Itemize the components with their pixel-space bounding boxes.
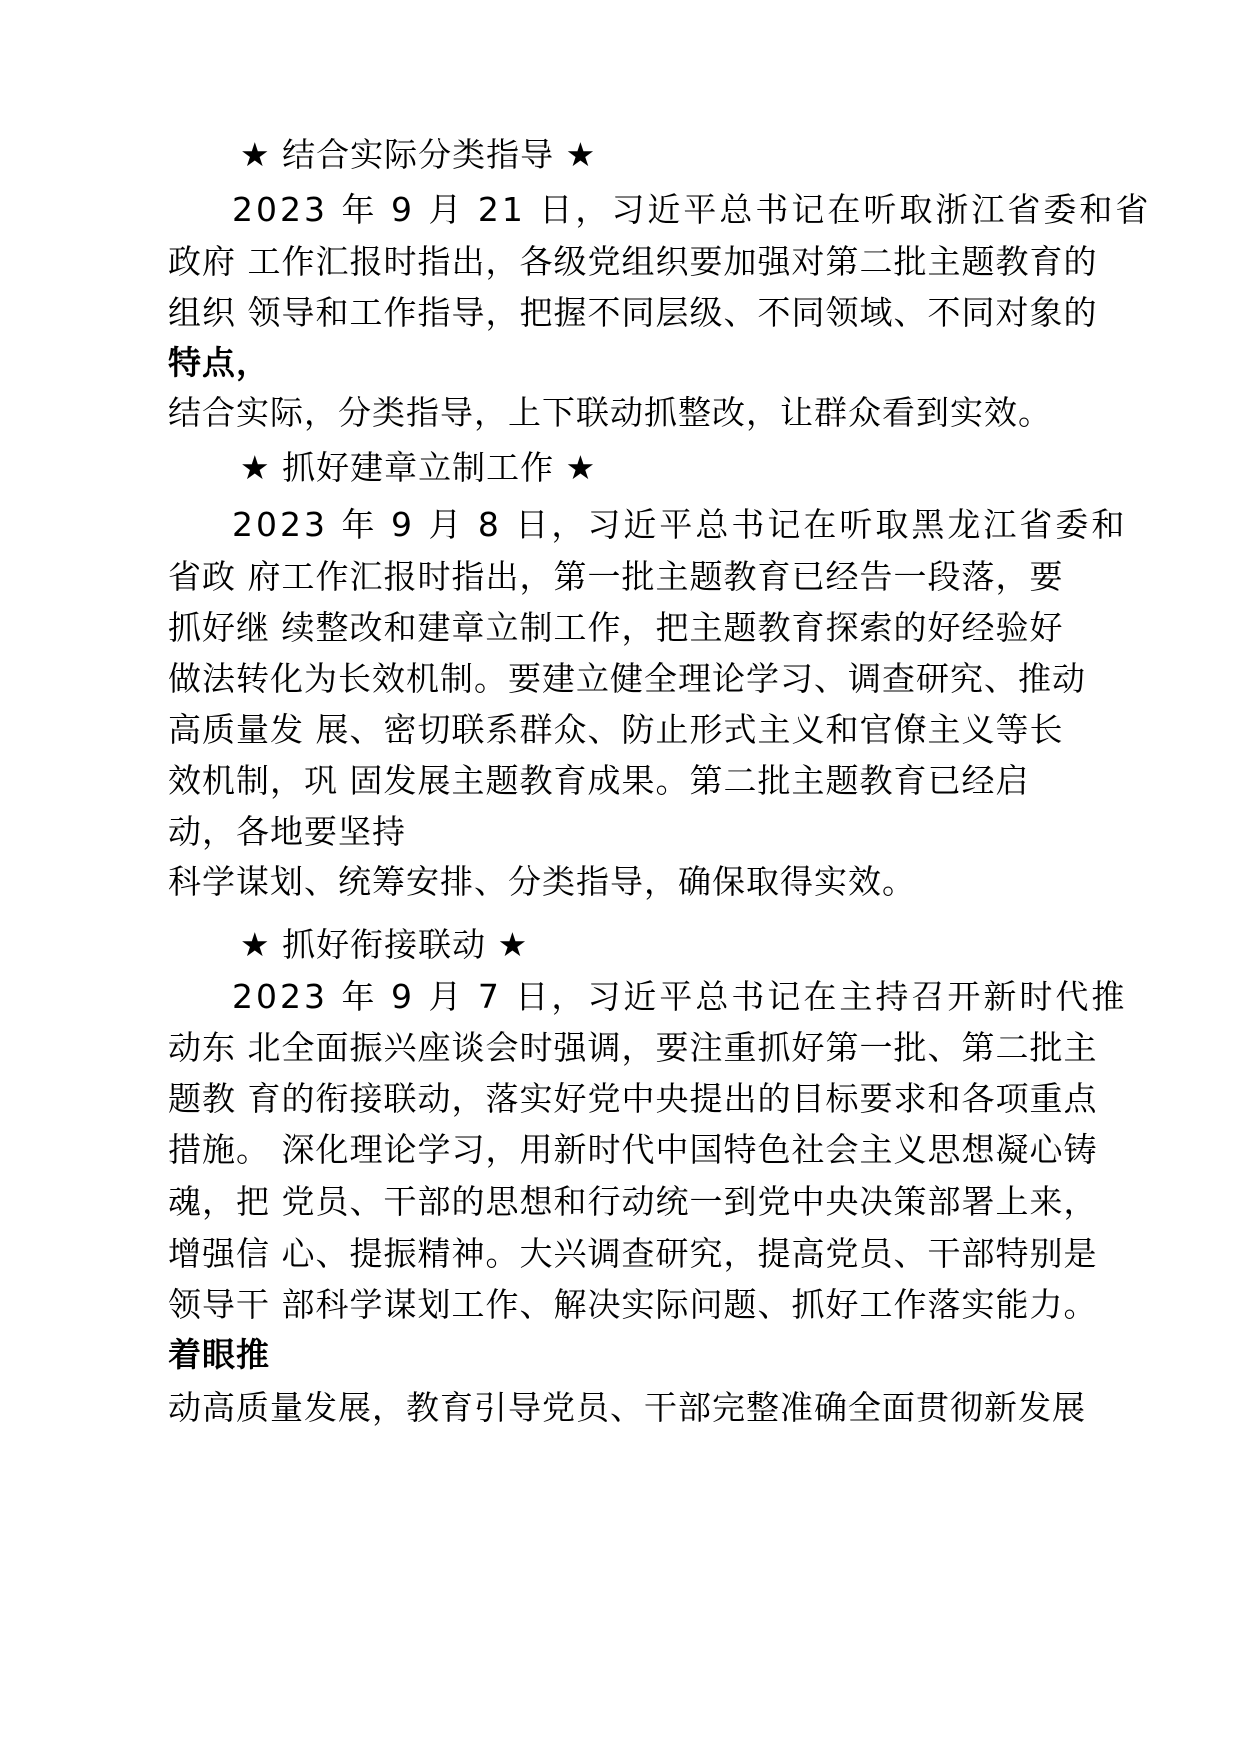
paragraph-line: 政府 工作汇报时指出，各级党组织要加强对第二批主题教育的 bbox=[168, 242, 1098, 281]
paragraph-line: 动，各地要坚持 bbox=[168, 812, 406, 851]
section-heading: ★ 抓好衔接联动 ★ bbox=[240, 925, 529, 964]
paragraph-line: 高质量发 展、密切联系群众、防止形式主义和官僚主义等长 bbox=[168, 710, 1064, 749]
paragraph-line: 科学谋划、统筹安排、分类指导，确保取得实效。 bbox=[168, 862, 916, 901]
paragraph-line: 题教 育的衔接联动，落实好党中央提出的目标要求和各项重点 bbox=[168, 1079, 1098, 1118]
paragraph-line: 着眼推 bbox=[168, 1335, 270, 1374]
paragraph-line: 省政 府工作汇报时指出，第一批主题教育已经告一段落，要 bbox=[168, 557, 1064, 596]
section-heading: ★ 抓好建章立制工作 ★ bbox=[240, 448, 597, 487]
paragraph-line: 抓好继 续整改和建章立制工作，把主题教育探索的好经验好 bbox=[168, 608, 1064, 647]
paragraph-line: 组织 领导和工作指导，把握不同层级、不同领域、不同对象的 bbox=[168, 293, 1098, 332]
paragraph-line: 增强信 心、提振精神。大兴调查研究，提高党员、干部特别是 bbox=[168, 1234, 1098, 1273]
paragraph-line: 特点， bbox=[168, 343, 270, 382]
paragraph-line: 2023 年 9 月 8 日，习近平总书记在听取黑龙江省委和 bbox=[232, 505, 1128, 544]
paragraph-line: 做法转化为长效机制。要建立健全理论学习、调查研究、推动 bbox=[168, 659, 1086, 698]
paragraph-line: 2023 年 9 月 21 日，习近平总书记在听取浙江省委和省 bbox=[232, 190, 1152, 229]
paragraph-line: 措施。 深化理论学习，用新时代中国特色社会主义思想凝心铸 bbox=[168, 1130, 1098, 1169]
paragraph-line: 动东 北全面振兴座谈会时强调，要注重抓好第一批、第二批主 bbox=[168, 1028, 1098, 1067]
paragraph-line: 动高质量发展，教育引导党员、干部完整准确全面贯彻新发展 bbox=[168, 1388, 1086, 1427]
paragraph-line: 魂，把 党员、干部的思想和行动统一到党中央决策部署上来， bbox=[168, 1182, 1098, 1221]
paragraph-line: 领导干 部科学谋划工作、解决实际问题、抓好工作落实能力。 bbox=[168, 1285, 1098, 1324]
section-heading: ★ 结合实际分类指导 ★ bbox=[240, 135, 597, 174]
paragraph-line: 2023 年 9 月 7 日，习近平总书记在主持召开新时代推 bbox=[232, 977, 1128, 1016]
paragraph-line: 结合实际，分类指导，上下联动抓整改，让群众看到实效。 bbox=[168, 393, 1052, 432]
paragraph-line: 效机制，巩 固发展主题教育成果。第二批主题教育已经启 bbox=[168, 761, 1030, 800]
